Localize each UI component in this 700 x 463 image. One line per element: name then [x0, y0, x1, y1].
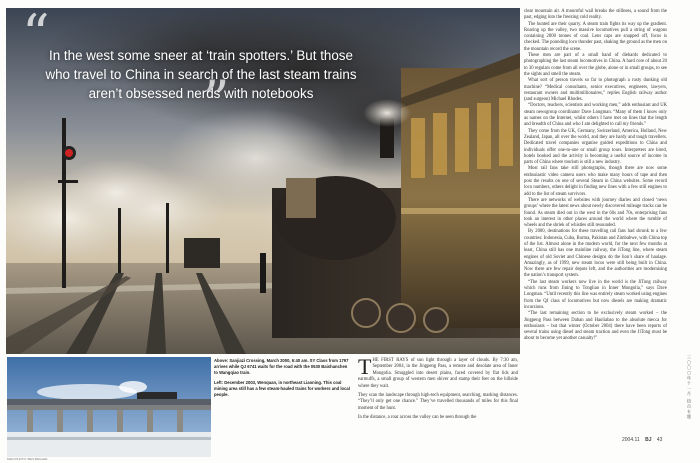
pull-quote: In the west some sneer at ‘train spotters.’ But those who travel to China in search of the last steam trains aren’t obsessed nerds with notebooks: [45, 48, 357, 101]
page-number: 43: [656, 437, 663, 443]
column-paragraph: “The last remaining section to be exclusively steam worked – the Jingpeng Pass between Daban and Haoliabao to the absolute mecca for enthusiasts – but that winter (October 2004) there have been reports of several trains using diesel and steam traction and even the JiTong must be about to become yet another casualty!”: [524, 311, 667, 342]
column-paragraph: They come from the UK, Germany, Switzerland, America, Holland, New Zealand, Japan, all over the world, and they are hardy and tough travellers. Dedicated travel companies organise guided expeditions to China and individuals offer one-to-one or small group tours. Interpreters are hired, hotels booked and the activity is becoming a useful source of income in parts of China where tourism is still a new industry.: [524, 128, 667, 166]
footer-magazine: BJ: [645, 437, 652, 443]
caption-left-label: Left:: [214, 380, 224, 385]
lead-article: [358, 354, 518, 422]
lead-paragraph-2: They scan the landscape through high-tech equipment, searching, marking distances. “They’ll only get one chance.” They’ve travelled thousands of miles for this final moment of the hunt.: [358, 393, 518, 411]
page-footer: [622, 437, 666, 443]
close-quote-mark: ”: [202, 69, 230, 132]
lead-paragraph-1: HE FIRST RAYS of sun light through a layer of clouds. By 7:30 am, September 2004, in the Jingpeng Pass, a remote and desolate area of Inner Mongolia. Smuggled into desert plains, faced covered by flat lids and earmuffs, a small group of western men shiver and stamp their feet on the hillside where they wait.: [358, 358, 518, 389]
column-paragraph: Most rail fans take still photographs, though there are now some enthusiastic video camera users who make many hours of tape and then post the results on one of several Steam in China websites. Some record loco numbers, others delight in finding new lines with a few still engines to add to the list of steam survivors.: [524, 166, 667, 197]
drop-cap: T: [358, 354, 372, 379]
bridge-photo: [7, 357, 211, 457]
caption-above-text: Sanjiazi Crossing, March 2000, 6:40 am. SY Class from 1797 arrives while QJ 6741 waits for the road with the 0530 Baishanchen to Wangqiao train.: [214, 358, 349, 375]
column-paragraph: “Doctors, teachers, scientists and working men,” adds enthusiast and UK steam newsgroup coordinator Dave Longman. “Many of them I know only as names on the Internet, whilst others I have met on lines that the length and breadth of China and who I am delighted to call my friends.”: [524, 103, 667, 128]
section-vertical-label: 三〇〇〇年十一月 热点专题: [687, 355, 692, 420]
column-paragraph: There are networks of websites with journey diaries and closed ‘news groups’ where the latest news about newly discovered mileage tracks can be found. As steam died out in the west in the 60s and 70s, enterprising fans took an interest in other places around the world where the rumble of wheels and the shriek of whistles still resounded.: [524, 197, 667, 229]
caption-above: [214, 358, 352, 376]
column-paragraph: “The last steam workers now live in the world is the JiTong railway which runs from Jining to Tongliao in Inner Mongolia,” says Dave Longman. “Until recently this line was entirely steam worked using engines from the QJ class of locomotives but now diesels are making dramatic incursions.: [524, 279, 667, 310]
footer-date: 2004.11: [622, 437, 640, 443]
caption-left: [214, 380, 352, 398]
column-paragraph: The hunted are their quarry. A steam train fights its way up the gradient. Roaring up the valley, two massive locomotives pull a string of wagons containing 2000 tonnes of coal. Lens caps are snapped off, focus is checked. The pounding loco thunder past, shaking the ground as the men on the mountain record the scene.: [524, 21, 667, 52]
article-column: [524, 9, 667, 343]
column-paragraph: clear mountain air. A mournful wail breaks the stillness, a sound from the past, edging into the freezing cold reality.: [524, 9, 667, 21]
lead-paragraph-3: In the distance, a roar across the valley can be seen through the: [358, 415, 477, 421]
caption-left-text: December 2003, Wenquan, in northeast Liaoning. This coal mining area still has a few steam-hauled trains for workers and local people.: [214, 380, 350, 397]
column-paragraph: These men are part of a small band of diehards dedicated to photographing the last steam locomotives in China. A hard core of about 20 to 30 regulars come from all over the globe, alone or in small groups, to see the sights and smell the steam.: [524, 53, 667, 77]
column-paragraph: By 2000, destinations for these travelling rail fans had shrunk to a few countries: Indonesia, Cuba, Burma, Pakistan and Zimbabwe, with China top of the list. Almost alone in the modern world, for the next few months at least, China still has one mainline railway, the JiTong line, where steam engines of old Soviet and Chinese designs do the lion’s share of haulage. Amazingly, as of 1999, new steam locos were still being built in China. Now there are few repair depots left, and the authorities are modernising the nation’s transport system.: [524, 229, 667, 279]
small-photo-credit: MAIN PHOTO: BEN ZIEGLER: [7, 457, 48, 461]
column-paragraph: What sort of person travels so far to photograph a rusty dunking old machine? “Medical consultants, senior executives, engineers, lawyers, restaurant owners and multimillionaires,” replies English railway author (and surgeon) Michael Rhodes.: [524, 78, 667, 103]
open-quote-mark: “: [22, 8, 50, 66]
viaduct-photo: [7, 357, 211, 457]
photo-captions: [214, 358, 352, 398]
main-photo: [6, 8, 520, 354]
caption-above-label: Above:: [214, 358, 229, 363]
